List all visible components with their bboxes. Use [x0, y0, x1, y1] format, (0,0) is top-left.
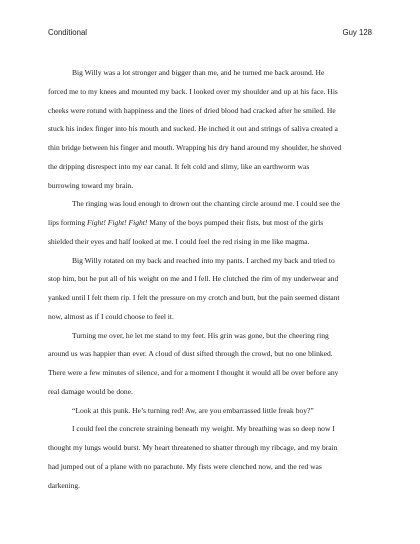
- header-page-number: Guy 128: [342, 28, 372, 37]
- text-line: thought my lungs would burst. My heart threatened to shatter through my ribcage, and my brain: [48, 443, 338, 452]
- text-line: The ringing was loud enough to drown out the chanting circle around me. I could see the: [72, 199, 341, 209]
- text-line: around us was happier than ever. A cloud of dust sifted through the crowd, but no one blinked.: [48, 349, 333, 359]
- paragraph: [48, 252, 375, 327]
- text-line: There were a few minutes of silence, and for a moment I thought it would all be over before any: [48, 368, 339, 377]
- text-line: shielded their eyes and half looked at me. I could feel the red rising in me like magma.: [48, 236, 310, 246]
- text-line: now, almost as if I could choose to feel it.: [48, 311, 174, 321]
- paragraph: [48, 64, 375, 195]
- text-line: [48, 214, 375, 233]
- text-line: burrowing toward my brain.: [48, 180, 134, 190]
- text-line: real damage would be done.: [48, 386, 133, 396]
- text-line: yanked until I felt them rip. I felt the pressure on my crotch and butt, but the pain seemed distant: [48, 293, 340, 302]
- header-title: Conditional: [48, 28, 88, 37]
- running-header: [48, 27, 372, 39]
- body-text: [48, 64, 375, 495]
- paragraph: [48, 420, 375, 495]
- text-fragment: Many of the boys pumped their fists, but most of the girls: [149, 218, 324, 227]
- text-line: Turning me over, he let me stand to my feet. His grin was gone, but the cheering ring: [72, 330, 329, 340]
- paragraph: [48, 402, 375, 421]
- text-line: cheeks were rotund with happiness and the lines of dried blood had cracked after he smiled. He: [48, 105, 336, 115]
- text-line: had jumped out of a plane with no parachute. My fists were clenched now, and the red was: [48, 461, 322, 471]
- text-line: darkening.: [48, 480, 81, 490]
- paragraph: [48, 195, 375, 251]
- text-line: the dripping disrespect into my ear canal. It felt cold and slimy, like an earthworm was: [48, 161, 310, 171]
- text-line: “Look at this punk. He’s turning red! Aw, are you embarrassed little freak boy?”: [72, 405, 314, 415]
- text-line: thin bridge between his finger and mouth. Wrapping his dry hand around my shoulder, he shoved: [48, 143, 342, 152]
- text-line: Big Willy rotated on my back and reached into my pants. I arched my back and tried to: [72, 255, 335, 265]
- text-line: Big Willy was a lot stronger and bigger than me, and he turned me back around. He: [72, 68, 325, 77]
- text-fragment: lips forming: [48, 218, 87, 227]
- text-line: I could feel the concrete straining beneath my weight. My breathing was so deep now I: [72, 424, 335, 434]
- emphasis-text: Fight! Fight! Fight!: [87, 218, 148, 227]
- paragraph: [48, 327, 375, 402]
- text-line: stop him, but he put all of his weight on me and I fell. He clutched the rim of my underwear and: [48, 274, 339, 284]
- text-line: stuck his index finger into his mouth and sucked. He inched it out and strings of saliva created a: [48, 124, 338, 134]
- text-line: forced me to my knees and mounted my back. I looked over my shoulder and up at his face. His: [48, 86, 338, 96]
